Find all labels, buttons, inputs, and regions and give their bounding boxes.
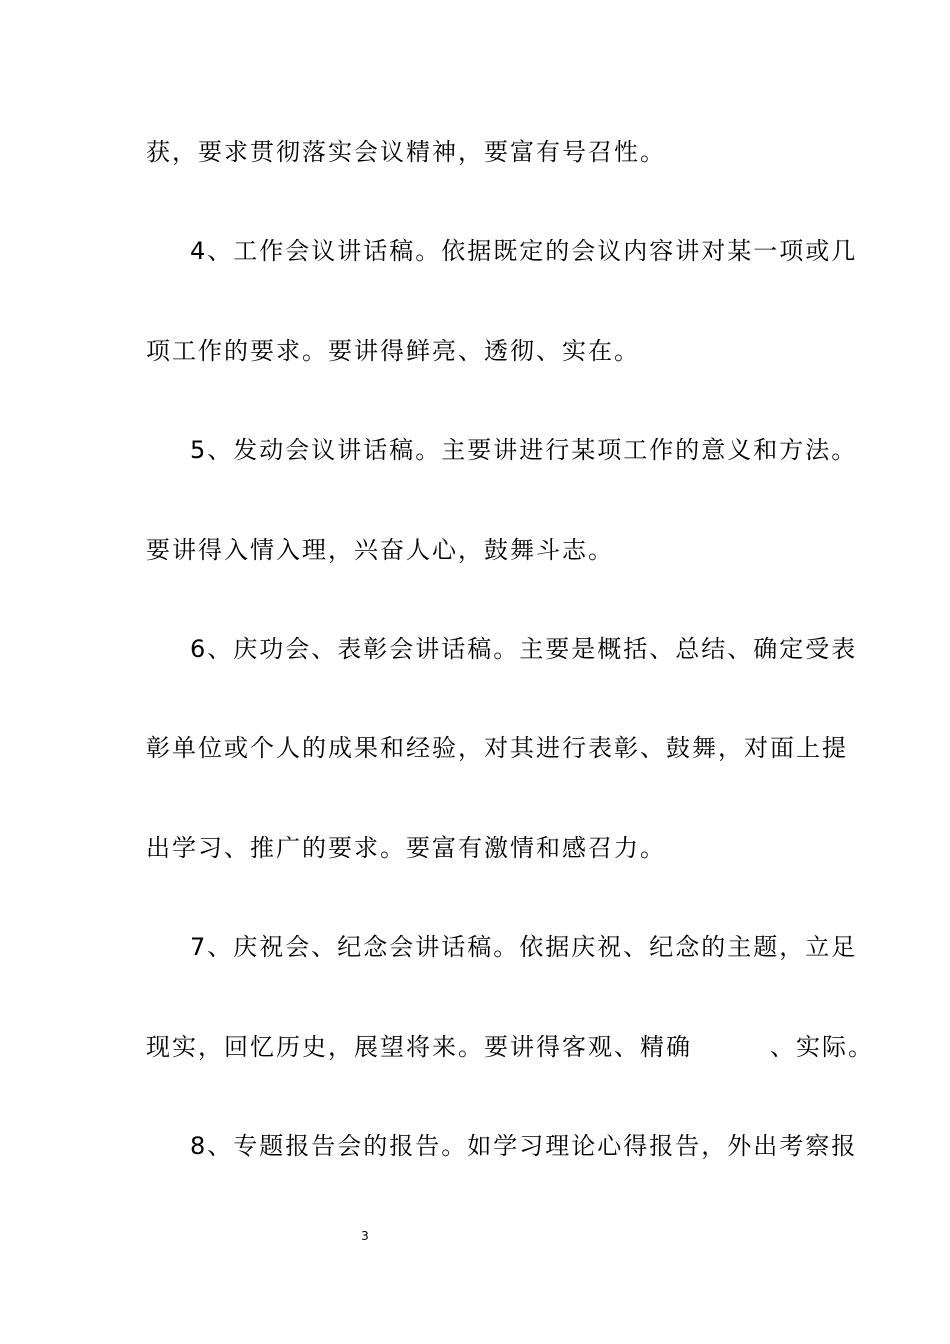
paragraph-line: 5、发动会议讲话稿。主要讲进行某项工作的意义和方法。 xyxy=(190,436,858,464)
page-number: 3 xyxy=(361,1229,369,1243)
paragraph-line: 6、庆功会、表彰会讲话稿。主要是概括、总结、确定受表 xyxy=(190,635,858,663)
paragraph-line: 4、工作会议讲话稿。依据既定的会议内容讲对某一项或几 xyxy=(190,237,858,265)
paragraph-line: 彰单位或个人的成果和经验，对其进行表彰、鼓舞，对面上提 xyxy=(146,734,848,762)
paragraph-line: 8、专题报告会的报告。如学习理论心得报告，外出考察报 xyxy=(190,1132,858,1160)
paragraph-line: 现实，回忆历史，展望将来。要讲得客观、精确 、实际。 xyxy=(146,1033,874,1061)
paragraph-line: 7、庆祝会、纪念会讲话稿。依据庆祝、纪念的主题，立足 xyxy=(190,933,858,961)
paragraph-line: 项工作的要求。要讲得鲜亮、透彻、实在。 xyxy=(146,337,640,365)
paragraph-line: 出学习、推广的要求。要富有激情和感召力。 xyxy=(146,834,666,862)
paragraph-line: 获，要求贯彻落实会议精神，要富有号召性。 xyxy=(146,138,666,166)
paragraph-line: 要讲得入情入理，兴奋人心，鼓舞斗志。 xyxy=(146,536,614,564)
